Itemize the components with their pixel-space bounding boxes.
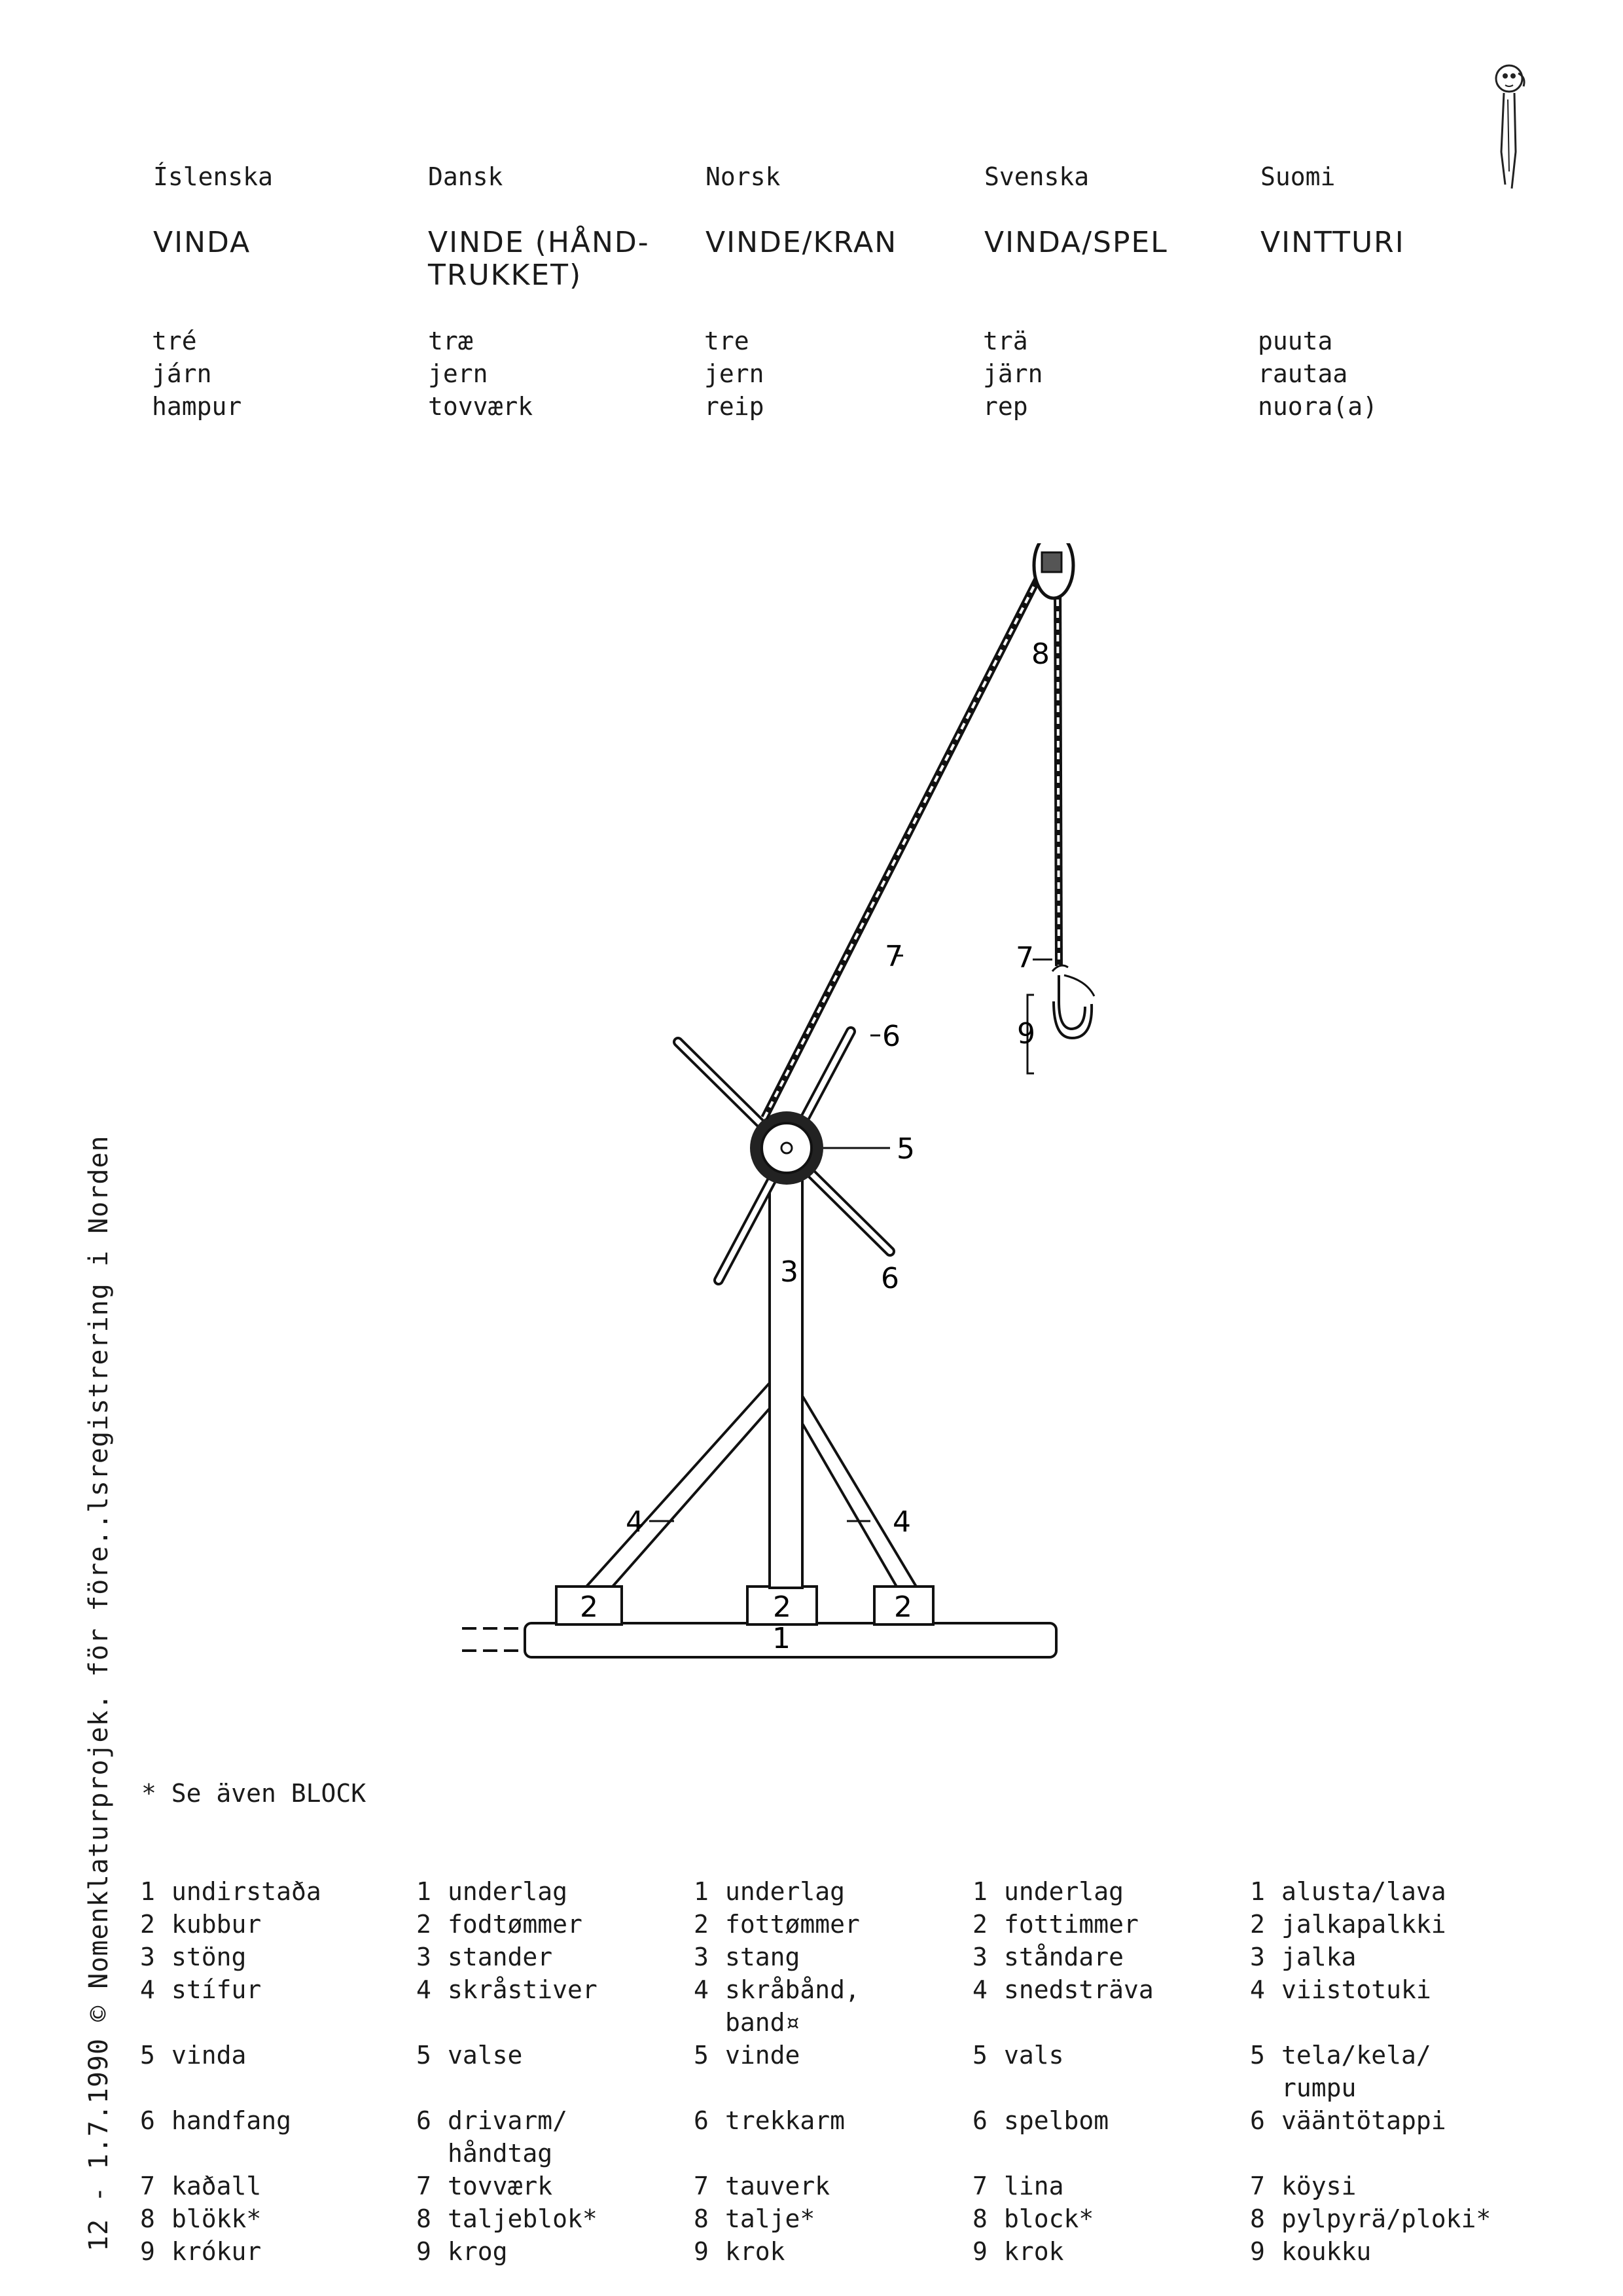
list-item: 4 snedsträva: [972, 1975, 1154, 2004]
base-plank: [525, 1623, 1056, 1657]
list-item: [972, 2138, 1154, 2170]
list-item: 8 block*: [972, 2204, 1094, 2233]
list-item: 4 skråstiver: [416, 1975, 597, 2004]
label-7-hook: 7: [1016, 941, 1034, 975]
list-item: [972, 2007, 1154, 2039]
list-item: 8 pylpyrä/ploki*: [1250, 2204, 1491, 2233]
list-item: 7 kaðall: [140, 2172, 262, 2200]
list-item: 8 talje*: [694, 2204, 815, 2233]
title-icelandic: VINDA: [153, 226, 251, 259]
list-item: 9 krog: [416, 2237, 508, 2266]
label-4-left: 4: [626, 1505, 644, 1539]
list-item: 5 vals: [972, 2041, 1064, 2070]
list-item: band¤: [725, 2008, 800, 2037]
list-item: [140, 2138, 321, 2170]
list-item: 5 valse: [416, 2041, 523, 2070]
lang-norwegian: Norsk: [705, 162, 781, 191]
label-3: 3: [780, 1255, 798, 1289]
list-item: 3 stang: [694, 1943, 800, 1971]
label-1: 1: [772, 1622, 791, 1655]
list-item: 9 krok: [694, 2237, 785, 2266]
see-also-note: * Se även BLOCK: [141, 1779, 366, 1808]
list-item: 7 tovværk: [416, 2172, 553, 2200]
materials-norwegian: [704, 325, 764, 423]
title-swedish: VINDA/SPEL: [984, 226, 1168, 259]
lang-danish: Dansk: [428, 162, 503, 191]
list-item: 3 ståndare: [972, 1943, 1124, 1971]
label-9: 9: [1017, 1017, 1035, 1050]
label-6-top: 6: [882, 1020, 901, 1053]
lang-swedish: Svenska: [984, 162, 1090, 191]
list-item: 6 handfang: [140, 2106, 292, 2135]
title-norwegian: VINDE/KRAN: [705, 226, 898, 259]
terms-norwegian: [694, 1876, 860, 2269]
list-item: 1 underlag: [416, 1877, 568, 1906]
list-item: 7 köysi: [1250, 2172, 1357, 2200]
material: tre: [704, 327, 749, 355]
base-continuation: [462, 1628, 522, 1651]
list-item: 2 jalkapalkki: [1250, 1910, 1446, 1939]
list-item: 8 taljeblok*: [416, 2204, 597, 2233]
list-item: 2 fottømmer: [694, 1910, 860, 1939]
list-item: håndtag: [448, 2139, 553, 2168]
list-item: 5 vinda: [140, 2041, 247, 2070]
side-caption: 12 - 1.7.1990 © Nomenklaturprojek. för före..lsregistrering i Norden: [84, 1135, 114, 2251]
label-6-bottom: 6: [881, 1262, 899, 1295]
label-4-right: 4: [893, 1505, 911, 1539]
label-8: 8: [1031, 637, 1050, 671]
list-item: 6 trekkarm: [694, 2106, 846, 2135]
list-item: 2 fottimmer: [972, 1910, 1139, 1939]
brace-left: [586, 1364, 798, 1587]
material: træ: [428, 327, 473, 355]
material: puuta: [1258, 327, 1333, 355]
list-item: 6 spelbom: [972, 2106, 1109, 2135]
materials-danish: [428, 325, 533, 423]
list-item: 1 underlag: [972, 1877, 1124, 1906]
list-item: 3 stöng: [140, 1943, 247, 1971]
label-2-center: 2: [773, 1590, 791, 1624]
list-item: 6 vääntötappi: [1250, 2106, 1446, 2135]
label-5: 5: [897, 1132, 915, 1166]
label-2-left: 2: [580, 1590, 598, 1624]
stick-figure-logo: [1486, 60, 1538, 198]
brace-right: [785, 1378, 916, 1587]
list-item: 9 koukku: [1250, 2237, 1372, 2266]
list-item: [694, 2072, 860, 2105]
material: jern: [704, 359, 764, 388]
material: trä: [983, 327, 1028, 355]
list-item: [140, 2072, 321, 2105]
list-item: [1250, 2007, 1491, 2039]
list-item: 8 blökk*: [140, 2204, 262, 2233]
lang-finnish: Suomi: [1260, 162, 1336, 191]
material: reip: [704, 392, 764, 421]
lang-icelandic: Íslenska: [153, 162, 274, 191]
list-item: 4 skråbånd,: [694, 1975, 860, 2004]
list-item: [1250, 2138, 1491, 2170]
list-item: 7 tauverk: [694, 2172, 830, 2200]
list-item: rumpu: [1281, 2073, 1357, 2102]
materials-swedish: [983, 325, 1043, 423]
terms-finnish: [1250, 1876, 1491, 2269]
terms-danish: [416, 1876, 597, 2269]
list-item: 1 underlag: [694, 1877, 846, 1906]
list-item: [416, 2072, 597, 2105]
list-item: [972, 2072, 1154, 2105]
list-item: 5 vinde: [694, 2041, 800, 2070]
list-item: 9 krok: [972, 2237, 1064, 2266]
list-item: 3 stander: [416, 1943, 553, 1971]
materials-finnish: [1258, 325, 1378, 423]
title-finnish: VINTTURI: [1260, 226, 1405, 259]
list-item: 1 undirstaða: [140, 1877, 321, 1906]
list-item: 7 lina: [972, 2172, 1064, 2200]
winch-diagram: [445, 543, 1126, 1676]
list-item: [694, 2138, 860, 2170]
material: jern: [428, 359, 488, 388]
material: nuora(a): [1258, 392, 1378, 421]
terms-icelandic: [140, 1876, 321, 2269]
list-item: [140, 2007, 321, 2039]
list-item: [416, 2007, 597, 2039]
list-item: 9 krókur: [140, 2237, 262, 2266]
list-item: 2 kubbur: [140, 1910, 262, 1939]
label-2-right: 2: [894, 1590, 912, 1624]
title-danish: VINDE (HÅND-TRUKKET): [428, 226, 650, 292]
materials-icelandic: [152, 325, 241, 423]
material: hampur: [152, 392, 242, 421]
label-7-rope: 7: [885, 940, 903, 973]
post: [770, 1158, 802, 1588]
material: tovværk: [428, 392, 533, 421]
material: járn: [152, 359, 212, 388]
list-item: 2 fodtømmer: [416, 1910, 582, 1939]
material: rep: [983, 392, 1028, 421]
material: järn: [983, 359, 1043, 388]
list-item: 5 tela/kela/: [1250, 2041, 1431, 2070]
list-item: 6 drivarm/: [416, 2106, 568, 2135]
list-item: 1 alusta/lava: [1250, 1877, 1446, 1906]
terms-swedish: [972, 1876, 1154, 2269]
list-item: 3 jalka: [1250, 1943, 1357, 1971]
list-item: 4 viistotuki: [1250, 1975, 1431, 2004]
material: tré: [152, 327, 197, 355]
material: rautaa: [1258, 359, 1348, 388]
list-item: 4 stífur: [140, 1975, 262, 2004]
